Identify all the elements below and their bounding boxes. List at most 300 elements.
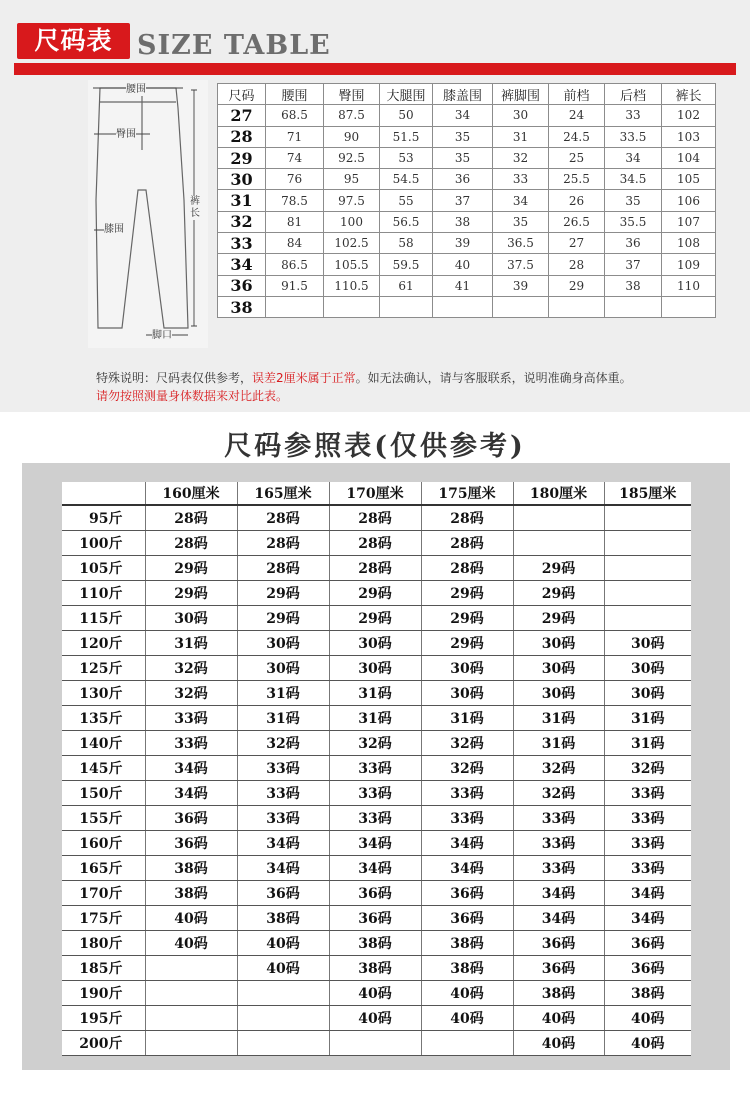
size-result-cell: 38码 [145, 881, 237, 906]
height-header-cell: 160厘米 [145, 482, 237, 505]
size-result-cell: 29码 [421, 606, 513, 631]
size-result-cell: 29码 [329, 581, 421, 606]
size-table-row [218, 275, 716, 296]
size-table-header-cell: 臀围 [324, 84, 380, 105]
size-result-cell: 34码 [329, 856, 421, 881]
size-result-cell: 33码 [604, 781, 691, 806]
size-table-cell: 105.5 [324, 254, 380, 275]
size-result-cell: 34码 [513, 906, 604, 931]
size-table-badge: 尺码表 [17, 23, 130, 59]
size-table-row [218, 254, 716, 275]
size-table-cell [433, 296, 493, 317]
size-code-cell: 33 [218, 233, 266, 254]
size-result-cell: 36码 [421, 881, 513, 906]
size-code-cell: 27 [218, 105, 266, 126]
size-result-cell: 34码 [237, 856, 329, 881]
weight-cell: 175斤 [62, 906, 145, 931]
height-header-cell: 180厘米 [513, 482, 604, 505]
size-table-cell: 35 [433, 126, 493, 147]
reference-row [62, 806, 691, 831]
weight-cell: 130斤 [62, 681, 145, 706]
size-table-cell: 40 [433, 254, 493, 275]
weight-cell: 190斤 [62, 981, 145, 1006]
size-table-cell: 102 [662, 105, 716, 126]
size-result-cell: 36码 [329, 906, 421, 931]
length-label: 裤长 [190, 196, 200, 219]
size-result-cell: 29码 [237, 581, 329, 606]
size-table-cell: 39 [433, 233, 493, 254]
size-code-cell: 29 [218, 147, 266, 168]
size-result-cell: 34码 [329, 831, 421, 856]
reference-title: 尺码参照表(仅供参考) [224, 431, 526, 462]
size-result-cell: 36码 [237, 881, 329, 906]
size-table-cell: 110 [662, 275, 716, 296]
size-result-cell: 33码 [145, 731, 237, 756]
size-result-cell: 36码 [513, 931, 604, 956]
size-code-cell: 30 [218, 169, 266, 190]
size-table-cell: 31 [493, 126, 549, 147]
size-table-cell: 71 [266, 126, 324, 147]
size-result-cell [604, 606, 691, 631]
weight-cell: 110斤 [62, 581, 145, 606]
size-table-cell: 35 [493, 211, 549, 232]
size-table-cell: 106 [662, 190, 716, 211]
size-result-cell [329, 1031, 421, 1056]
size-table-cell: 28 [549, 254, 605, 275]
size-table-cell: 97.5 [324, 190, 380, 211]
size-result-cell: 34码 [237, 831, 329, 856]
size-table-cell: 30 [493, 105, 549, 126]
size-table-header-cell: 膝盖围 [433, 84, 493, 105]
size-table-cell: 39 [493, 275, 549, 296]
size-result-cell: 30码 [329, 656, 421, 681]
size-result-cell: 40码 [513, 1031, 604, 1056]
reference-row [62, 781, 691, 806]
reference-row [62, 656, 691, 681]
size-result-cell: 29码 [421, 631, 513, 656]
size-result-cell: 28码 [237, 531, 329, 556]
size-table-cell: 36 [433, 169, 493, 190]
size-table-row [218, 126, 716, 147]
size-table-cell: 105 [662, 169, 716, 190]
size-table-header-cell: 裤长 [662, 84, 716, 105]
weight-cell: 170斤 [62, 881, 145, 906]
reference-row [62, 931, 691, 956]
size-result-cell: 33码 [513, 806, 604, 831]
size-result-cell: 32码 [604, 756, 691, 781]
reference-row [62, 906, 691, 931]
size-table-cell: 87.5 [324, 105, 380, 126]
size-result-cell [145, 1031, 237, 1056]
size-result-cell: 38码 [145, 856, 237, 881]
reference-row [62, 531, 691, 556]
size-table-cell: 34 [493, 190, 549, 211]
size-result-cell: 33码 [329, 806, 421, 831]
size-table-cell: 91.5 [266, 275, 324, 296]
size-table-cell: 61 [380, 275, 433, 296]
header-divider [14, 63, 736, 75]
weight-cell: 155斤 [62, 806, 145, 831]
size-result-cell [145, 956, 237, 981]
size-table-section [0, 0, 750, 412]
size-result-cell [513, 531, 604, 556]
size-table-cell: 34 [433, 105, 493, 126]
size-result-cell: 30码 [237, 631, 329, 656]
size-result-cell: 34码 [513, 881, 604, 906]
special-note [96, 369, 632, 386]
size-result-cell: 33码 [237, 806, 329, 831]
size-table-cell: 102.5 [324, 233, 380, 254]
size-result-cell: 31码 [513, 731, 604, 756]
reference-table [62, 482, 691, 1056]
reference-row [62, 606, 691, 631]
size-result-cell: 29码 [145, 581, 237, 606]
size-result-cell: 38码 [421, 931, 513, 956]
size-result-cell: 31码 [329, 681, 421, 706]
size-result-cell [421, 1031, 513, 1056]
size-result-cell: 28码 [145, 505, 237, 531]
size-result-cell: 31码 [329, 706, 421, 731]
size-result-cell [604, 556, 691, 581]
size-result-cell: 31码 [604, 731, 691, 756]
size-result-cell: 34码 [145, 781, 237, 806]
reference-row [62, 1006, 691, 1031]
size-table-cell: 36.5 [493, 233, 549, 254]
reference-row [62, 1031, 691, 1056]
size-result-cell [237, 981, 329, 1006]
size-result-cell: 28码 [421, 505, 513, 531]
size-result-cell: 32码 [513, 781, 604, 806]
size-result-cell: 34码 [145, 756, 237, 781]
weight-cell: 150斤 [62, 781, 145, 806]
size-result-cell: 40码 [329, 981, 421, 1006]
reference-row [62, 681, 691, 706]
note-error-text: 误差2厘米属于正常 [252, 371, 356, 385]
reference-row [62, 881, 691, 906]
size-result-cell: 40码 [145, 906, 237, 931]
size-result-cell [145, 981, 237, 1006]
size-table-header-row [218, 84, 716, 105]
size-code-cell: 34 [218, 254, 266, 275]
size-result-cell: 30码 [237, 656, 329, 681]
size-table-cell: 33 [605, 105, 662, 126]
weight-cell: 115斤 [62, 606, 145, 631]
size-result-cell: 31码 [237, 681, 329, 706]
size-table-header-cell: 大腿围 [380, 84, 433, 105]
size-result-cell: 33码 [329, 756, 421, 781]
size-table-cell: 35.5 [605, 211, 662, 232]
warning-note: 请勿按照测量身体数据来对比此表。 [96, 389, 289, 403]
size-table-cell: 29 [549, 275, 605, 296]
size-table-cell: 37.5 [493, 254, 549, 275]
note-text-b: 。如无法确认，请与客服联系，说明准确身高体重。 [355, 371, 632, 385]
reference-row [62, 856, 691, 881]
size-table-header-cell: 裤脚围 [493, 84, 549, 105]
size-result-cell: 38码 [604, 981, 691, 1006]
size-table-cell: 35 [605, 190, 662, 211]
size-code-cell: 31 [218, 190, 266, 211]
size-table-cell: 55 [380, 190, 433, 211]
weight-cell: 145斤 [62, 756, 145, 781]
size-result-cell: 32码 [421, 756, 513, 781]
size-table-cell: 109 [662, 254, 716, 275]
size-code-cell: 32 [218, 211, 266, 232]
size-table-cell [266, 296, 324, 317]
note-text-a: 特殊说明：尺码表仅供参考， [96, 371, 253, 385]
size-result-cell: 28码 [145, 531, 237, 556]
reference-row [62, 556, 691, 581]
weight-cell: 165斤 [62, 856, 145, 881]
size-result-cell: 34码 [421, 831, 513, 856]
size-table-cell: 100 [324, 211, 380, 232]
size-table-cell: 33.5 [605, 126, 662, 147]
size-result-cell: 40码 [329, 1006, 421, 1031]
size-result-cell: 33码 [329, 781, 421, 806]
size-result-cell: 32码 [513, 756, 604, 781]
size-result-cell: 29码 [513, 556, 604, 581]
size-result-cell: 40码 [421, 981, 513, 1006]
reference-row [62, 631, 691, 656]
size-result-cell: 38码 [421, 956, 513, 981]
weight-cell: 160斤 [62, 831, 145, 856]
size-result-cell: 32码 [145, 656, 237, 681]
size-result-cell: 36码 [329, 881, 421, 906]
reference-row [62, 706, 691, 731]
size-result-cell: 32码 [421, 731, 513, 756]
size-table-cell: 86.5 [266, 254, 324, 275]
size-result-cell: 40码 [145, 931, 237, 956]
size-result-cell: 40码 [237, 931, 329, 956]
size-table-cell: 50 [380, 105, 433, 126]
weight-cell: 105斤 [62, 556, 145, 581]
size-table-row [218, 147, 716, 168]
size-result-cell [604, 581, 691, 606]
size-result-cell [604, 505, 691, 531]
size-result-cell: 28码 [237, 556, 329, 581]
size-table-cell [380, 296, 433, 317]
size-result-cell: 31码 [145, 631, 237, 656]
size-result-cell [604, 531, 691, 556]
reference-row [62, 756, 691, 781]
size-code-cell: 36 [218, 275, 266, 296]
size-table-cell: 24.5 [549, 126, 605, 147]
size-result-cell: 28码 [329, 505, 421, 531]
size-table-cell: 107 [662, 211, 716, 232]
weight-cell: 100斤 [62, 531, 145, 556]
knee-label: 膝围 [104, 224, 124, 235]
size-result-cell: 33码 [604, 831, 691, 856]
size-table-cell: 36 [605, 233, 662, 254]
weight-cell: 140斤 [62, 731, 145, 756]
reference-row [62, 831, 691, 856]
size-table-cell: 34.5 [605, 169, 662, 190]
size-result-cell: 33码 [145, 706, 237, 731]
size-result-cell: 30码 [604, 631, 691, 656]
size-result-cell: 33码 [421, 781, 513, 806]
size-result-cell: 29码 [421, 581, 513, 606]
size-table-cell: 81 [266, 211, 324, 232]
height-header-cell: 165厘米 [237, 482, 329, 505]
size-code-cell: 38 [218, 296, 266, 317]
size-result-cell: 38码 [237, 906, 329, 931]
size-result-cell: 29码 [145, 556, 237, 581]
height-header-cell: 170厘米 [329, 482, 421, 505]
weight-cell: 135斤 [62, 706, 145, 731]
size-table-cell: 41 [433, 275, 493, 296]
size-result-cell: 34码 [421, 856, 513, 881]
size-table-cell [493, 296, 549, 317]
hem-label: 脚口 [152, 330, 172, 341]
weight-cell: 120斤 [62, 631, 145, 656]
size-table-title: SIZE TABLE [137, 30, 331, 61]
size-table-cell: 51.5 [380, 126, 433, 147]
size-result-cell: 34码 [604, 881, 691, 906]
size-table-cell: 25.5 [549, 169, 605, 190]
size-table-cell: 26.5 [549, 211, 605, 232]
weight-cell: 195斤 [62, 1006, 145, 1031]
size-result-cell: 40码 [513, 1006, 604, 1031]
size-table-cell [662, 296, 716, 317]
size-result-cell: 30码 [145, 606, 237, 631]
size-result-cell: 36码 [145, 831, 237, 856]
size-result-cell: 30码 [513, 681, 604, 706]
size-table-cell: 38 [433, 211, 493, 232]
weight-cell: 95斤 [62, 505, 145, 531]
reference-row [62, 956, 691, 981]
size-table-cell: 76 [266, 169, 324, 190]
size-table-cell: 92.5 [324, 147, 380, 168]
size-table-cell: 104 [662, 147, 716, 168]
size-table-cell: 37 [433, 190, 493, 211]
reference-row [62, 981, 691, 1006]
size-result-cell: 29码 [237, 606, 329, 631]
size-result-cell: 29码 [513, 606, 604, 631]
size-result-cell: 33码 [604, 806, 691, 831]
size-result-cell: 34码 [604, 906, 691, 931]
size-table-header-cell: 腰围 [266, 84, 324, 105]
size-result-cell: 30码 [421, 681, 513, 706]
size-result-cell: 29码 [329, 606, 421, 631]
size-result-cell: 33码 [513, 831, 604, 856]
size-result-cell: 28码 [421, 531, 513, 556]
size-table-cell: 35 [433, 147, 493, 168]
size-table-cell: 24 [549, 105, 605, 126]
reference-row [62, 581, 691, 606]
size-result-cell: 40码 [421, 1006, 513, 1031]
size-table-cell: 95 [324, 169, 380, 190]
size-result-cell [237, 1006, 329, 1031]
size-result-cell: 31码 [421, 706, 513, 731]
pants-diagram [88, 80, 208, 348]
size-result-cell: 36码 [145, 806, 237, 831]
size-table-row [218, 105, 716, 126]
size-result-cell: 36码 [604, 931, 691, 956]
size-table-row [218, 296, 716, 317]
size-result-cell: 31码 [237, 706, 329, 731]
weight-cell: 200斤 [62, 1031, 145, 1056]
size-result-cell: 38码 [329, 931, 421, 956]
size-table-cell: 54.5 [380, 169, 433, 190]
size-table-header-cell: 前档 [549, 84, 605, 105]
size-table-cell: 25 [549, 147, 605, 168]
size-table-row [218, 169, 716, 190]
size-table-row [218, 190, 716, 211]
size-table-cell: 58 [380, 233, 433, 254]
size-result-cell: 33码 [604, 856, 691, 881]
size-table-cell: 33 [493, 169, 549, 190]
size-table-cell: 53 [380, 147, 433, 168]
size-result-cell: 29码 [513, 581, 604, 606]
size-table-cell [324, 296, 380, 317]
size-table-cell [549, 296, 605, 317]
size-result-cell: 28码 [329, 531, 421, 556]
hip-label: 臀围 [116, 129, 136, 140]
weight-cell: 180斤 [62, 931, 145, 956]
size-result-cell: 36码 [421, 906, 513, 931]
size-code-cell: 28 [218, 126, 266, 147]
reference-corner-cell [62, 482, 145, 505]
size-table-cell: 108 [662, 233, 716, 254]
size-result-cell: 33码 [421, 806, 513, 831]
size-table [217, 83, 716, 318]
size-result-cell: 36码 [604, 956, 691, 981]
height-header-cell: 185厘米 [604, 482, 691, 505]
size-result-cell: 30码 [421, 656, 513, 681]
reference-row [62, 731, 691, 756]
size-table-cell: 68.5 [266, 105, 324, 126]
size-result-cell: 33码 [513, 856, 604, 881]
size-result-cell: 31码 [513, 706, 604, 731]
size-table-cell: 110.5 [324, 275, 380, 296]
reference-row [62, 505, 691, 531]
size-result-cell: 38码 [329, 956, 421, 981]
size-table-cell [605, 296, 662, 317]
size-result-cell: 30码 [513, 631, 604, 656]
size-table-cell: 103 [662, 126, 716, 147]
size-result-cell: 33码 [237, 756, 329, 781]
size-result-cell [237, 1031, 329, 1056]
size-result-cell [513, 505, 604, 531]
size-table-cell: 34 [605, 147, 662, 168]
size-table-cell: 74 [266, 147, 324, 168]
size-table-cell: 59.5 [380, 254, 433, 275]
size-table-cell: 90 [324, 126, 380, 147]
waist-label: 腰围 [126, 84, 146, 95]
size-result-cell: 32码 [237, 731, 329, 756]
size-result-cell: 33码 [237, 781, 329, 806]
size-result-cell: 28码 [329, 556, 421, 581]
size-table-row [218, 233, 716, 254]
size-result-cell: 40码 [604, 1006, 691, 1031]
size-table-cell: 37 [605, 254, 662, 275]
size-result-cell: 31码 [604, 706, 691, 731]
size-result-cell: 30码 [604, 656, 691, 681]
size-table-cell: 84 [266, 233, 324, 254]
size-result-cell: 32码 [329, 731, 421, 756]
size-table-cell: 32 [493, 147, 549, 168]
size-table-header-cell: 尺码 [218, 84, 266, 105]
size-table-cell: 78.5 [266, 190, 324, 211]
size-result-cell: 28码 [237, 505, 329, 531]
size-table-cell: 56.5 [380, 211, 433, 232]
weight-cell: 125斤 [62, 656, 145, 681]
size-result-cell: 32码 [145, 681, 237, 706]
size-result-cell: 30码 [513, 656, 604, 681]
size-table-row [218, 211, 716, 232]
weight-cell: 185斤 [62, 956, 145, 981]
size-result-cell: 40码 [604, 1031, 691, 1056]
size-table-header-cell: 后档 [605, 84, 662, 105]
